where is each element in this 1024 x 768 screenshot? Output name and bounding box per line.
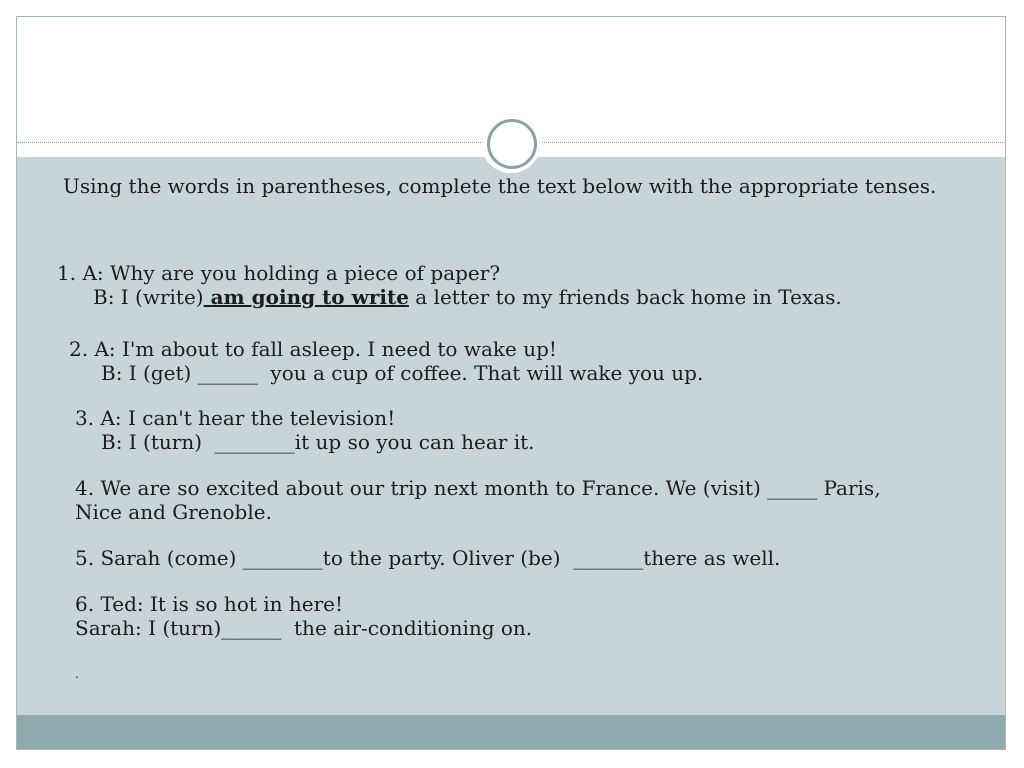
question-2-line-b: B: I (get) ______ you a cup of coffee. That will wake you up.	[101, 361, 704, 385]
question-4-line-b: Nice and Grenoble.	[75, 500, 272, 524]
question-6-line-a: 6. Ted: It is so hot in here!	[75, 592, 344, 616]
decorative-circle-ring	[487, 119, 537, 169]
question-2-line-a: 2. A: I'm about to fall asleep. I need to wake up!	[69, 337, 557, 361]
question-1-answer: am going to write	[203, 285, 409, 309]
question-1-line-a: 1. A: Why are you holding a piece of paper?	[57, 261, 501, 285]
question-3-line-b: B: I (turn) ________it up so you can hear it.	[101, 430, 535, 454]
question-5-line: 5. Sarah (come) ________to the party. Oliver (be) _______there as well.	[75, 546, 781, 570]
question-3-line-a: 3. A: I can't hear the television!	[75, 406, 396, 430]
question-1-prefix: B: I (write)	[93, 285, 204, 309]
question-4-line-a: 4. We are so excited about our trip next month to France. We (visit) _____ Paris,	[75, 476, 881, 500]
question-1-line-b	[93, 285, 842, 309]
question-6-line-b: Sarah: I (turn)______ the air-conditioning on.	[75, 616, 533, 640]
decorative-circle	[481, 113, 541, 173]
slide-footer-bar	[17, 715, 1005, 749]
trailing-mark: .	[75, 667, 79, 681]
question-1-suffix: a letter to my friends back home in Texas.	[408, 285, 842, 309]
slide-frame	[16, 16, 1006, 750]
instruction-text: Using the words in parentheses, complete the text below with the appropriate tenses.	[63, 174, 937, 198]
